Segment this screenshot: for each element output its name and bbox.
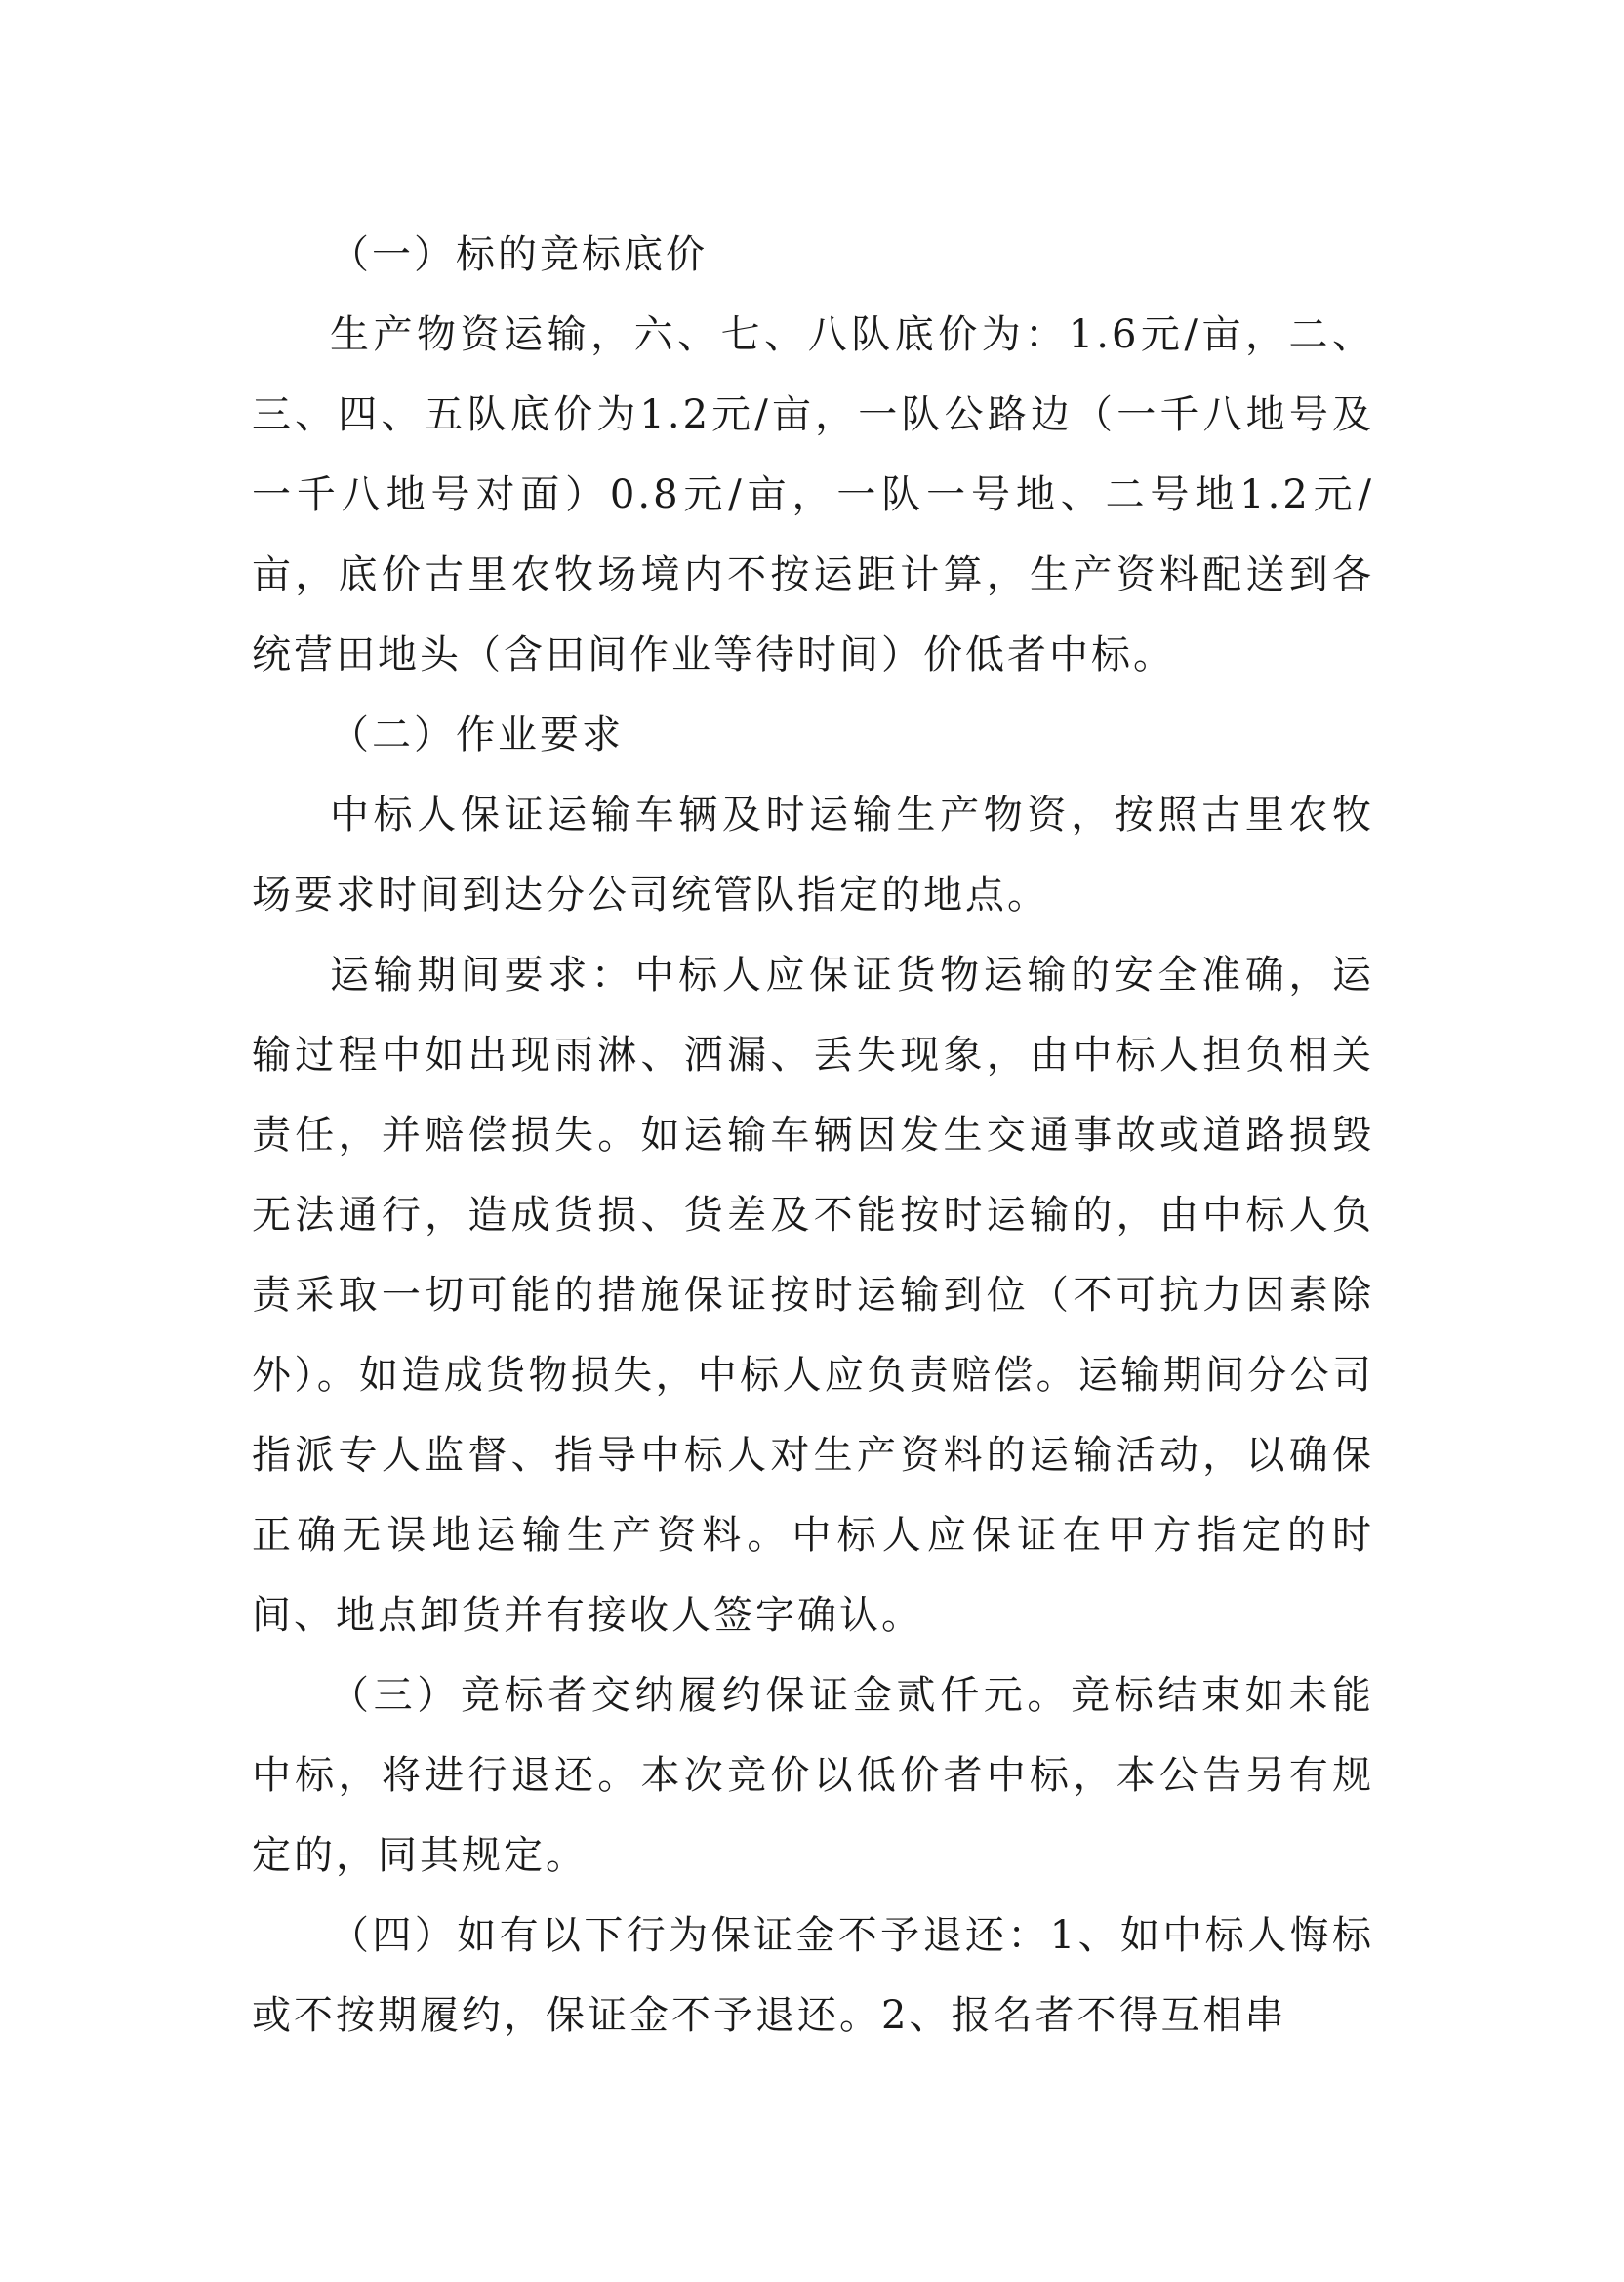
section-heading-bid-floor-price: （一）标的竞标底价 — [330, 232, 708, 277]
section-heading-work-requirements: （二）作业要求 — [330, 713, 624, 757]
document-body — [252, 215, 1374, 2056]
paragraph-deposit-forfeiture: （四）如有以下行为保证金不予退还：1、如中标人悔标或不按期履约，保证金不予退还。2、报名者不得互相串 — [252, 1913, 1374, 2038]
paragraph-transport-period-requirements: 运输期间要求：中标人应保证货物运输的安全准确，运输过程中如出现雨淋、洒漏、丢失现象，由中标人担负相关责任，并赔偿损失。如运输车辆因发生交通事故或道路损毁无法通行，造成货损、货差及不能按时运输的，由中标人负责采取一切可能的措施保证按时运输到位（不可抗力因素除外）。如造成货物损失，中标人应负责赔偿。运输期间分公司指派专人监督、指导中标人对生产资料的运输活动，以确保正确无误地运输生产资料。中标人应保证在甲方指定的时间、地点卸货并有接收人签字确认。 — [252, 953, 1374, 1638]
paragraph-performance-deposit: （三）竞标者交纳履约保证金贰仟元。竞标结束如未能中标，将进行退还。本次竞价以低价者中标，本公告另有规定的，同其规定。 — [252, 1673, 1374, 1878]
paragraph-delivery-requirements: 中标人保证运输车辆及时运输生产物资，按照古里农牧场要求时间到达分公司统管队指定的地点。 — [252, 793, 1374, 917]
paragraph-floor-price-details: 生产物资运输，六、七、八队底价为：1.6元/亩，二、三、四、五队底价为1.2元/亩，一队公路边（一千八地号及一千八地号对面）0.8元/亩，一队一号地、二号地1.2元/亩，底价古里农牧场境内不按运距计算，生产资料配送到各统营田地头（含田间作业等待时间）价低者中标。 — [252, 312, 1374, 677]
